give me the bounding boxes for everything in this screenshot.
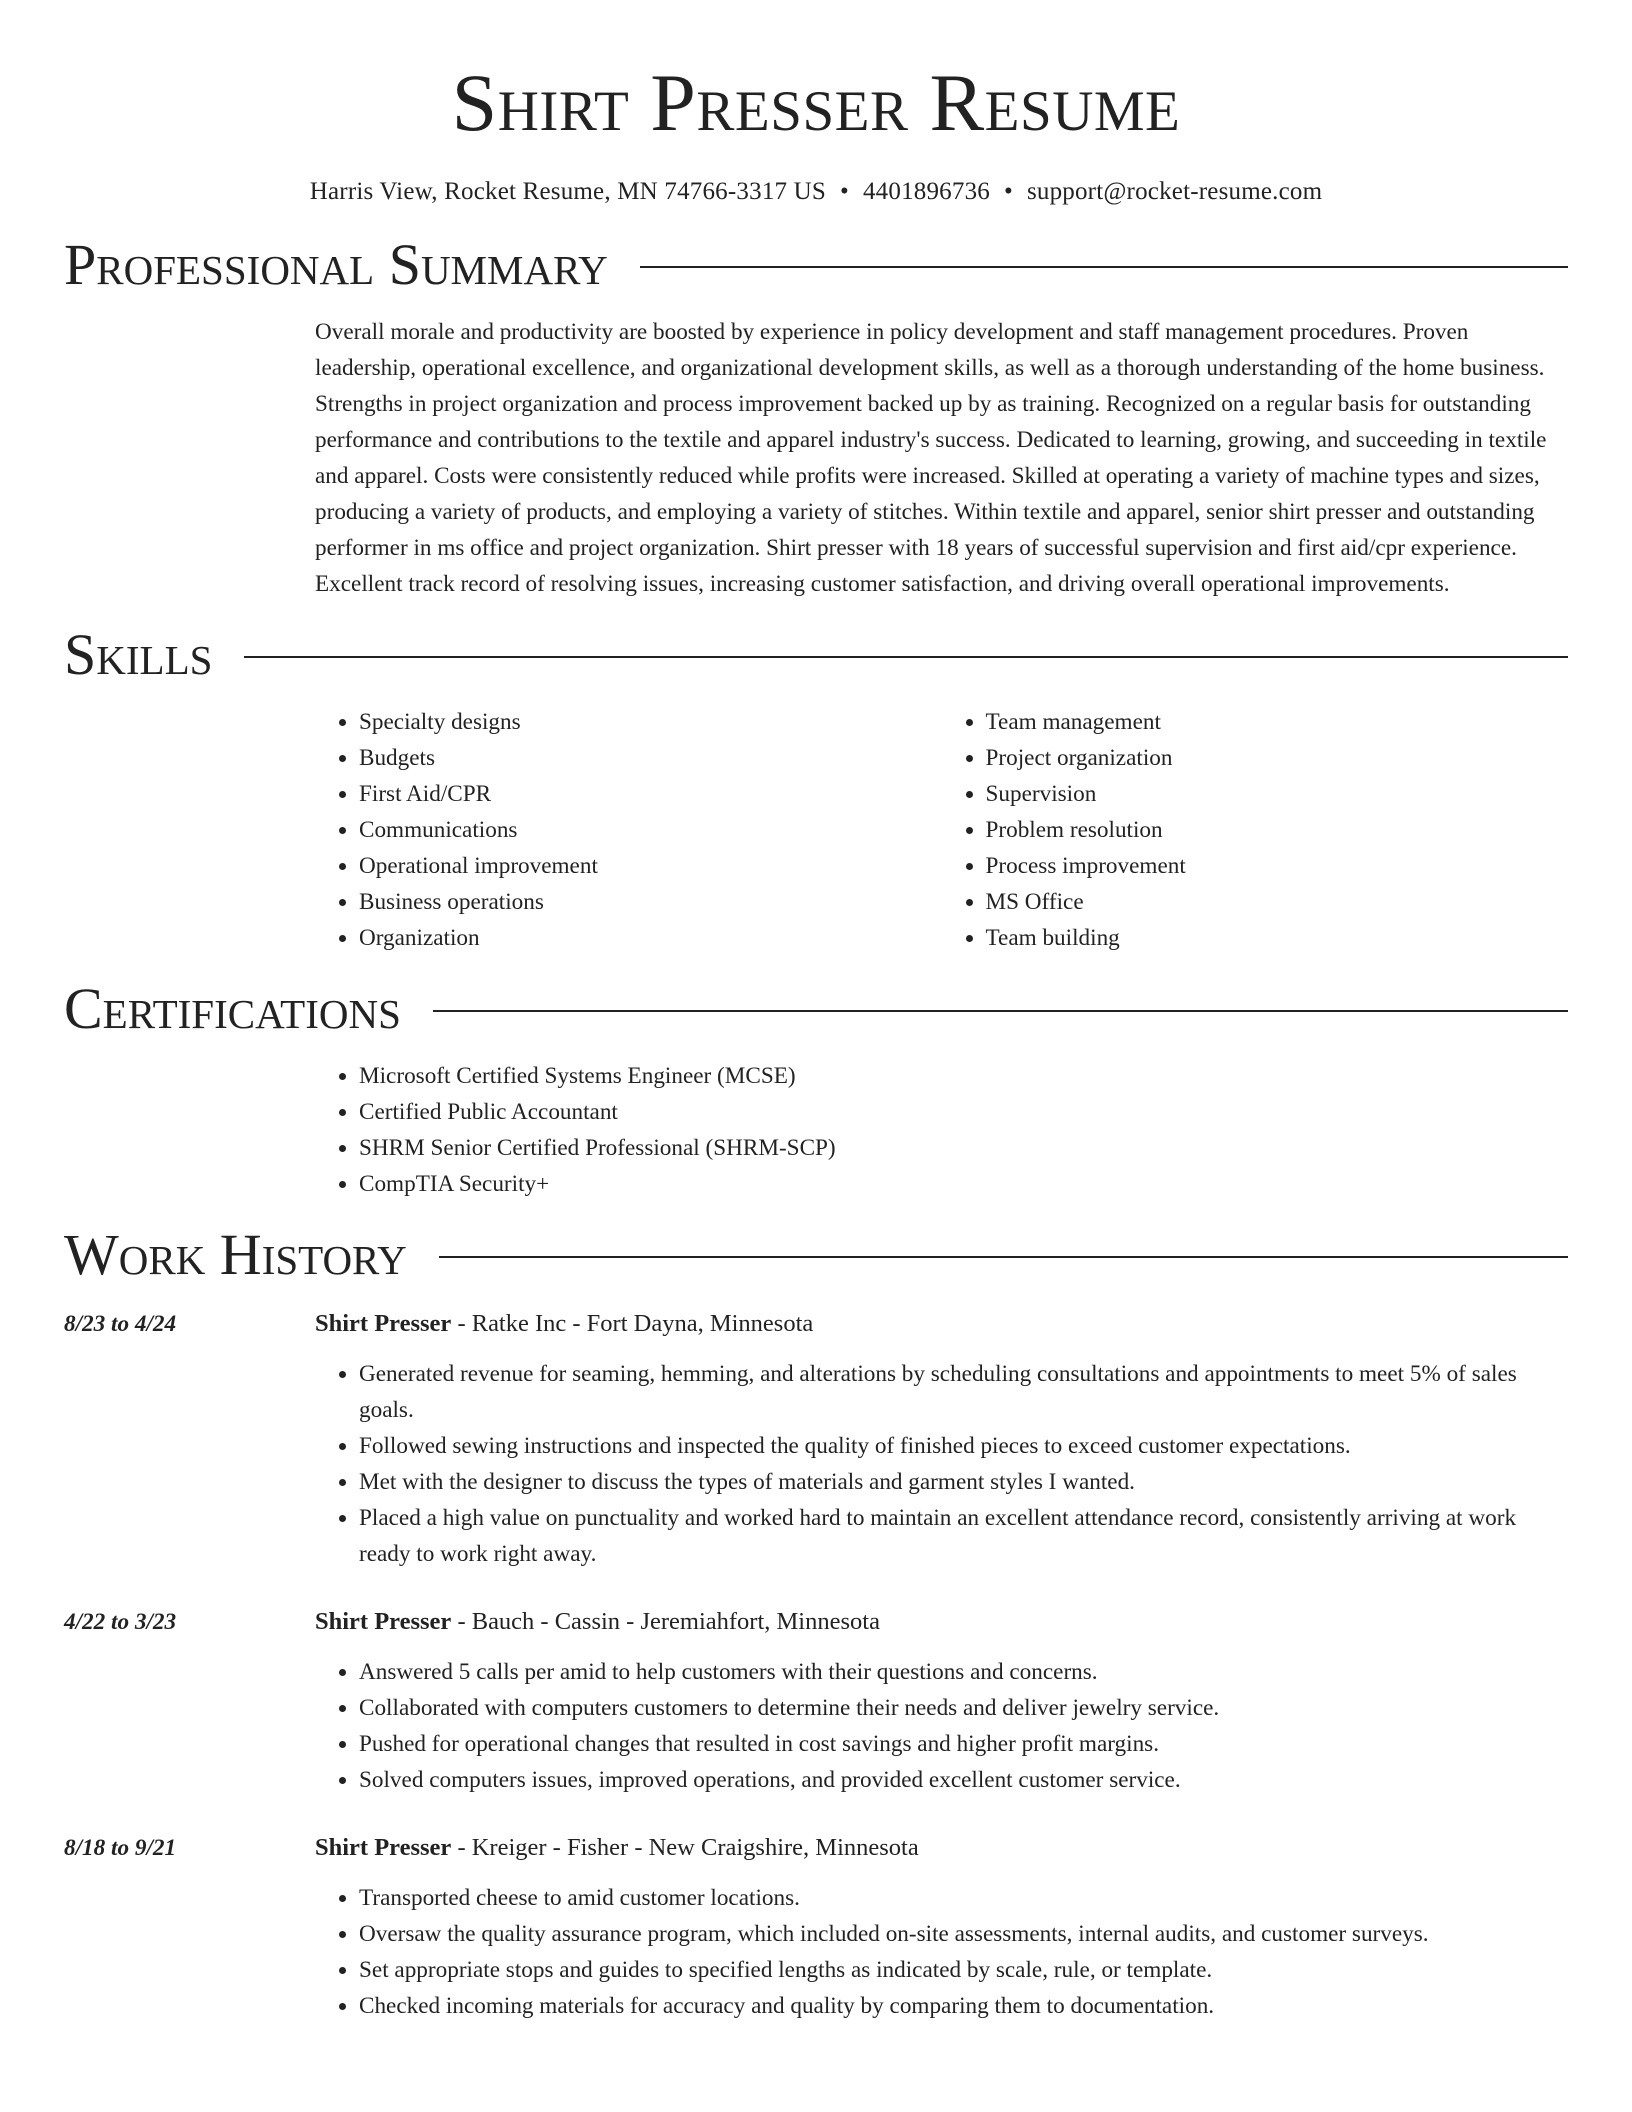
skill-item: • Operational improvement (359, 848, 942, 884)
job-bullet: • Pushed for operational changes that resulted in cost savings and higher profit margins. (359, 1726, 1568, 1762)
certification-item: • CompTIA Security+ (359, 1166, 1568, 1202)
job-entry (64, 1306, 1568, 1572)
section-divider (244, 656, 1568, 658)
job-bullet: • Transported cheese to amid customer locations. (359, 1880, 1568, 1916)
job-bullet: • Answered 5 calls per amid to help customers with their questions and concerns. (359, 1654, 1568, 1690)
skill-item: • First Aid/CPR (359, 776, 942, 812)
certification-item: • Microsoft Certified Systems Engineer (MCSE) (359, 1058, 1568, 1094)
job-bullet: • Generated revenue for seaming, hemming, and alterations by scheduling consultations and appointments to meet 5% of sales goals. (359, 1356, 1568, 1428)
page-title: Shirt Presser Resume (451, 57, 1181, 148)
job-bullet: • Checked incoming materials for accuracy and quality by comparing them to documentation. (359, 1988, 1568, 2024)
job-heading (315, 1604, 1568, 1640)
work-heading: Work History (64, 1222, 407, 1287)
job-details: - Bauch - Cassin - Jeremiahfort, Minnesota (451, 1608, 880, 1635)
summary-text: Overall morale and productivity are boosted by experience in policy development and staff management procedures. Proven leadership, operational excellence, and organizational development skills, as well as a thorough understanding of the home business. Strengths in project organization and process improvement backed up by as training. Recognized on a regular basis for outstanding performance and contributions to the textile and apparel industry's success. Dedicated to learning, growing, and succeeding in textile and apparel. Costs were consistently reduced while profits were increased. Skilled at operating a variety of machine types and sizes, producing a variety of products, and employing a variety of stitches. Within textile and apparel, senior shirt presser and outstanding performer in ms office and project organization. Shirt presser with 18 years of successful supervision and first aid/cpr experience. Excellent track record of resolving issues, increasing customer satisfaction, and driving overall operational improvements. (315, 319, 1547, 597)
job-bullet: • Met with the designer to discuss the types of materials and garment styles I wanted. (359, 1464, 1568, 1500)
section-divider (439, 1256, 1568, 1258)
job-dates: 8/18 to 9/21 (64, 1835, 177, 1861)
skill-item: • Supervision (986, 776, 1569, 812)
summary-heading: Professional Summary (64, 232, 608, 297)
job-bullets (315, 1880, 1568, 2024)
job-details: - Ratke Inc - Fort Dayna, Minnesota (451, 1310, 814, 1337)
job-bullet: • Set appropriate stops and guides to specified lengths as indicated by scale, rule, or template. (359, 1952, 1568, 1988)
skill-item: • Problem resolution (986, 812, 1569, 848)
skills-section-header (64, 622, 1568, 687)
job-entry (64, 1604, 1568, 1798)
skill-item: • Project organization (986, 740, 1569, 776)
job-bullets (315, 1356, 1568, 1572)
email-link[interactable]: support@rocket-resume.com (1026, 178, 1323, 205)
skill-item: • Specialty designs (359, 704, 942, 740)
job-title: Shirt Presser (315, 1608, 452, 1635)
summary-section-header (64, 232, 1568, 297)
skill-item: • Organization (359, 920, 942, 956)
job-bullet: • Solved computers issues, improved operations, and provided excellent customer service. (359, 1762, 1568, 1798)
address: Harris View, Rocket Resume, MN 74766-3317 US (309, 178, 827, 205)
job-bullet: • Placed a high value on punctuality and worked hard to maintain an excellent attendance record, consistently arriving at work ready to work right away. (359, 1500, 1568, 1572)
skills-heading: Skills (64, 622, 213, 687)
section-divider (640, 266, 1568, 268)
job-entry (64, 1830, 1568, 2024)
skills-column-right (942, 704, 1569, 956)
skills-column-left (315, 704, 942, 956)
job-bullet: • Collaborated with computers customers to determine their needs and deliver jewelry service. (359, 1690, 1568, 1726)
separator: • (1003, 178, 1013, 205)
skills-list (315, 704, 1568, 956)
skill-item: • Business operations (359, 884, 942, 920)
certification-item: • SHRM Senior Certified Professional (SHRM-SCP) (359, 1130, 1568, 1166)
job-bullet: • Oversaw the quality assurance program, which included on-site assessments, internal audits, and customer surveys. (359, 1916, 1568, 1952)
job-title: Shirt Presser (315, 1310, 452, 1337)
skill-item: • MS Office (986, 884, 1569, 920)
job-bullets (315, 1654, 1568, 1798)
contact-line (64, 178, 1568, 206)
section-divider (433, 1010, 1568, 1012)
work-section-header (64, 1222, 1568, 1287)
skill-item: • Team management (986, 704, 1569, 740)
job-dates: 8/23 to 4/24 (64, 1311, 177, 1337)
separator: • (840, 178, 849, 205)
skill-item: • Process improvement (986, 848, 1569, 884)
job-heading (315, 1306, 1568, 1342)
job-heading (315, 1830, 1568, 1866)
certification-item: • Certified Public Accountant (359, 1094, 1568, 1130)
certifications-section-header (64, 976, 1568, 1041)
skill-item: • Team building (986, 920, 1569, 956)
job-bullet: • Followed sewing instructions and inspected the quality of finished pieces to exceed customer expectations. (359, 1428, 1568, 1464)
skill-item: • Budgets (359, 740, 942, 776)
skill-item: • Communications (359, 812, 942, 848)
phone: 4401896736 (862, 178, 990, 205)
job-dates: 4/22 to 3/23 (64, 1609, 177, 1635)
certifications-heading: Certifications (64, 976, 401, 1041)
job-details: - Kreiger - Fisher - New Craigshire, Minnesota (451, 1834, 919, 1861)
job-title: Shirt Presser (315, 1834, 452, 1861)
certifications-list (315, 1058, 1568, 1202)
